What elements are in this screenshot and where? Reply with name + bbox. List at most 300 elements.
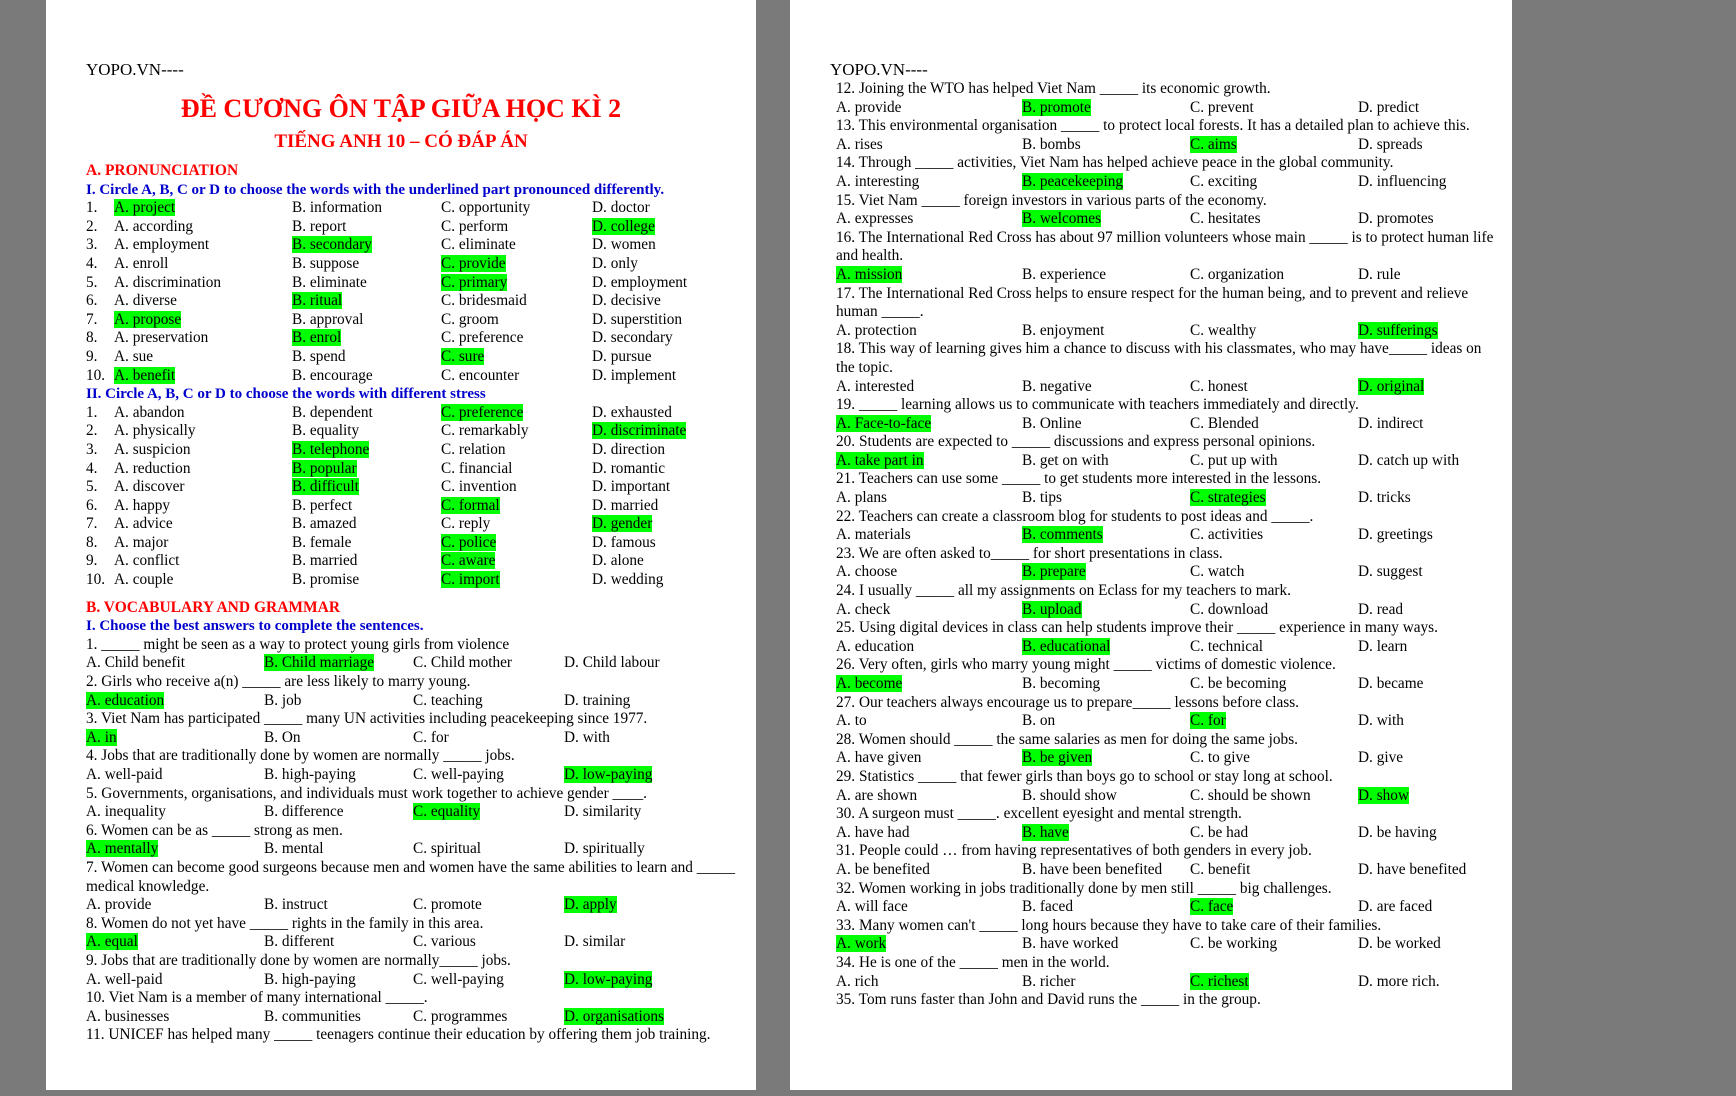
answer-option[interactable]: D. only (592, 254, 638, 272)
answer-option[interactable]: B. upload (1022, 600, 1082, 618)
question-options-row (86, 654, 742, 673)
question-stem: 7. Women can become good surgeons because men and women have the same abilities to learn and _____ medical knowledge. (86, 858, 735, 895)
answer-option[interactable]: D. romantic (592, 459, 666, 477)
part-b1-heading: I. Choose the best answers to complete the sentences. (86, 618, 424, 635)
answer-option[interactable]: D. important (592, 478, 671, 496)
answer-option[interactable]: B. prepare (1022, 563, 1086, 581)
answer-option[interactable]: A. education (836, 637, 915, 655)
answer-option[interactable]: D. original (1358, 377, 1425, 395)
answer-option[interactable]: C. programmes (413, 1007, 508, 1025)
answer-option[interactable]: B. eliminate (292, 273, 367, 291)
answer-option[interactable]: B. comments (1022, 526, 1103, 544)
answer-option[interactable]: A. inequality (86, 803, 166, 821)
answer-option[interactable]: A. Child benefit (86, 654, 185, 672)
question-stem: 12. Joining the WTO has helped Viet Nam _____ its economic growth. (836, 80, 1271, 97)
answer-option[interactable]: B. enjoyment (1022, 321, 1105, 339)
answer-option[interactable]: C. should be shown (1190, 786, 1311, 804)
answer-option[interactable]: C. be had (1190, 823, 1249, 841)
answer-option[interactable]: C. provide (441, 254, 506, 272)
answer-option[interactable]: B. faced (1022, 898, 1073, 916)
answer-option[interactable]: D. Child labour (564, 654, 660, 672)
answer-option[interactable]: A. expresses (836, 210, 914, 228)
answer-option[interactable]: C. spiritual (413, 840, 481, 858)
vocabulary-list (86, 636, 742, 1045)
question-options-row (836, 99, 1500, 118)
answer-option[interactable]: B. different (264, 933, 335, 951)
answer-option[interactable]: D. rule (1358, 265, 1401, 283)
question-options-row (836, 452, 1500, 471)
answer-option[interactable]: C. exciting (1190, 172, 1258, 190)
answer-option[interactable]: C. relation (441, 440, 506, 458)
answer-option[interactable]: A. according (114, 217, 194, 235)
answer-option[interactable]: D. with (1358, 712, 1404, 730)
answer-option[interactable]: D. suggest (1358, 563, 1423, 581)
answer-option[interactable]: C. be becoming (1190, 675, 1287, 692)
answer-option[interactable]: C. opportunity (441, 199, 531, 217)
answer-option[interactable]: C. sure (441, 347, 485, 365)
answer-option[interactable]: B. approval (292, 310, 364, 328)
answer-option[interactable]: C. import (441, 571, 500, 589)
answer-option[interactable]: B. Online (1022, 414, 1082, 432)
answer-option[interactable]: A. equal (86, 933, 138, 951)
answer-option[interactable]: D. have benefited (1358, 860, 1467, 878)
question-stem: 5. Governments, organisations, and individuals must work together to achieve gender ____. (86, 784, 647, 802)
answer-option[interactable]: C. honest (1190, 377, 1248, 395)
answer-option[interactable]: D. decisive (592, 292, 661, 310)
answer-option[interactable]: D. more rich. (1358, 972, 1440, 990)
answer-option[interactable]: C. eliminate (441, 236, 516, 254)
answer-option[interactable]: B. perfect (292, 496, 353, 514)
answer-option[interactable]: C. groom (441, 310, 499, 328)
answer-option[interactable]: A. abandon (114, 403, 185, 421)
answer-option[interactable]: A. education (86, 691, 165, 709)
answer-option[interactable]: B. secondary (292, 236, 372, 254)
question-options-row (86, 236, 742, 255)
answer-option[interactable]: B. promote (1022, 98, 1091, 116)
answer-option[interactable]: D. with (564, 728, 610, 746)
answer-option[interactable]: B. be given (1022, 749, 1093, 767)
question-stem: 30. A surgeon must _____. excellent eyesight and mental strength. (836, 805, 1242, 823)
question-number: 1. (86, 403, 98, 421)
answer-option[interactable]: A. propose (114, 310, 182, 328)
question-number: 9. (86, 347, 98, 365)
answer-option[interactable]: A. physically (114, 422, 196, 440)
answer-option[interactable]: B. welcomes (1022, 210, 1102, 228)
answer-option[interactable]: A. be benefited (836, 860, 930, 878)
answer-option[interactable]: C. for (413, 728, 449, 746)
answer-option[interactable]: D. low-paying (564, 970, 653, 988)
question-options-row (836, 136, 1500, 155)
answer-option[interactable]: C. bridesmaid (441, 292, 527, 310)
answer-option[interactable]: B. suppose (292, 254, 360, 272)
question-stem: 29. Statistics _____ that fewer girls than boys go to school or stay long at school. (836, 767, 1333, 785)
question-options-row (86, 478, 742, 497)
question-number: 6. (86, 292, 98, 310)
question-stem: 34. He is one of the _____ men in the world. (836, 953, 1110, 971)
answer-option[interactable]: B. high-paying (264, 766, 356, 783)
answer-option[interactable]: B. on (1022, 712, 1056, 730)
answer-option[interactable]: B. have (1022, 823, 1069, 841)
answer-option[interactable]: D. discriminate (592, 422, 687, 440)
answer-option[interactable]: D. famous (592, 533, 656, 551)
question-options-row (836, 712, 1500, 731)
answer-option[interactable]: D. greetings (1358, 526, 1433, 544)
answer-option[interactable]: A. rich (836, 972, 879, 990)
answer-option[interactable]: C. well-paying (413, 970, 504, 988)
answer-option[interactable]: C. formal (441, 496, 500, 514)
question-stem: 17. The International Red Cross helps to ensure respect for the human being, and to prevent and relieve human _____. (836, 284, 1469, 321)
answer-option[interactable]: B. becoming (1022, 675, 1101, 692)
question-options-row (86, 840, 742, 859)
answer-option[interactable]: C. preference (441, 329, 524, 347)
answer-option[interactable]: C. aims (1190, 135, 1237, 153)
answer-option[interactable]: A. preservation (114, 329, 209, 347)
answer-option[interactable]: B. educational (1022, 637, 1111, 655)
answer-option[interactable]: A. couple (114, 571, 174, 589)
answer-option[interactable]: A. work (836, 935, 887, 953)
question-options-row (836, 601, 1500, 620)
question-options-row (836, 935, 1500, 954)
answer-option[interactable]: D. wedding (592, 571, 664, 589)
answer-option[interactable]: D. tricks (1358, 489, 1411, 507)
answer-option[interactable]: D. apply (564, 896, 617, 914)
answer-option[interactable]: B. telephone (292, 440, 370, 458)
answer-option[interactable]: C. richest (1190, 972, 1249, 990)
answer-option[interactable]: B. should show (1022, 786, 1117, 804)
question-stem: 13. This environmental organisation _____ to protect local forests. It has a detailed plan to achieve this. (836, 117, 1470, 135)
answer-option[interactable]: D. alone (592, 552, 644, 570)
question-options-row (86, 729, 742, 748)
answer-option[interactable]: C. primary (441, 273, 508, 291)
answer-option[interactable]: D. low-paying (564, 766, 653, 783)
question-options-row (86, 422, 742, 441)
document-title: ĐỀ CƯƠNG ÔN TẬP GIỮA HỌC KÌ 2 (180, 94, 622, 123)
answer-option[interactable]: D. exhausted (592, 403, 672, 421)
answer-option[interactable]: B. peacekeeping (1022, 172, 1124, 190)
answer-option[interactable]: C. be working (1190, 935, 1278, 953)
question-number: 1. (86, 199, 98, 217)
answer-option[interactable]: C. to give (1190, 749, 1250, 767)
question-number: 9. (86, 552, 98, 570)
answer-option[interactable]: C. for (1190, 712, 1226, 730)
question-stem: 22. Teachers can create a classroom blog for students to post ideas and _____. (836, 507, 1314, 525)
answer-option[interactable]: C. watch (1190, 563, 1245, 581)
answer-option[interactable]: A. choose (836, 563, 898, 581)
question-stem: 19. _____ learning allows us to communicate with teachers immediately and directly. (836, 396, 1359, 414)
question-options-row (86, 218, 742, 237)
answer-option[interactable]: B. experience (1022, 265, 1107, 283)
question-options-row (836, 675, 1500, 694)
answer-option[interactable]: A. interesting (836, 172, 920, 190)
question-stem: 21. Teachers can use some _____ to get students more interested in the lessons. (836, 470, 1322, 488)
question-options-row (836, 749, 1500, 768)
answer-option[interactable]: A. become (836, 675, 903, 692)
answer-option[interactable]: A. employment (114, 236, 210, 254)
question-options-row (836, 973, 1500, 992)
answer-option[interactable]: A. in (86, 728, 117, 746)
answer-option[interactable]: A. materials (836, 526, 911, 544)
answer-option[interactable]: B. spend (292, 347, 346, 365)
answer-option[interactable]: C. Child mother (413, 654, 513, 672)
answer-option[interactable]: B. report (292, 217, 347, 235)
question-stem: 2. Girls who receive a(n) _____ are less likely to marry young. (86, 673, 471, 691)
question-options-row (86, 367, 742, 386)
question-stem: 15. Viet Nam _____ foreign investors in various parts of the economy. (836, 191, 1267, 209)
answer-option[interactable]: A. protection (836, 321, 917, 339)
answer-option[interactable]: D. similarity (564, 803, 642, 821)
answer-option[interactable]: B. dependent (292, 403, 373, 421)
answer-option[interactable]: D. college (592, 217, 655, 235)
answer-option[interactable]: D. secondary (592, 329, 673, 347)
answer-option[interactable]: D. implement (592, 366, 677, 384)
section-a-heading: A. PRONUNCIATION (86, 162, 239, 179)
answer-option[interactable]: B. promise (292, 571, 360, 589)
answer-option[interactable]: A. benefit (114, 366, 176, 384)
answer-option[interactable]: B. popular (292, 459, 357, 477)
answer-option[interactable]: C. various (413, 933, 476, 951)
answer-option[interactable]: D. similar (564, 933, 626, 951)
answer-option[interactable]: D. organisations (564, 1007, 664, 1025)
answer-option[interactable]: B. job (264, 691, 302, 709)
answer-option[interactable]: B. get on with (1022, 451, 1109, 469)
section-b-heading: B. VOCABULARY AND GRAMMAR (86, 598, 341, 616)
answer-option[interactable]: B. enrol (292, 329, 342, 347)
question-stem: 8. Women do not yet have _____ rights in the family in this area. (86, 914, 484, 932)
question-stem: 28. Women should _____ the same salaries as men for doing the same jobs. (836, 730, 1298, 748)
answer-option[interactable]: D. became (1358, 675, 1424, 692)
answer-option[interactable]: B. information (292, 199, 383, 217)
answer-option[interactable]: C. activities (1190, 526, 1264, 544)
question-options-row (86, 441, 742, 460)
answer-option[interactable]: B. have been benefited (1022, 860, 1163, 878)
answer-option[interactable]: B. amazed (292, 515, 357, 533)
question-stem: 24. I usually _____ all my assignments on Eclass for my teachers to mark. (836, 582, 1291, 600)
answer-option[interactable]: A. discover (114, 478, 185, 496)
answer-option[interactable]: A. project (114, 199, 176, 217)
answer-option[interactable]: D. promotes (1358, 210, 1434, 228)
answer-option[interactable]: C. hesitates (1190, 210, 1261, 228)
question-stem: 14. Through _____ activities, Viet Nam has helped achieve peace in the global community. (836, 154, 1394, 172)
question-options-row (86, 896, 742, 915)
answer-option[interactable]: A. well-paid (86, 766, 163, 783)
answer-option[interactable]: A. take part in (836, 451, 924, 469)
answer-option[interactable]: B. married (292, 552, 358, 570)
question-number: 5. (86, 273, 98, 291)
answer-option[interactable]: D. spiritually (564, 840, 645, 858)
answer-option[interactable]: D. are faced (1358, 898, 1433, 916)
answer-option[interactable]: C. Blended (1190, 414, 1259, 432)
answer-option[interactable]: D. be worked (1358, 935, 1441, 953)
answer-option[interactable]: C. financial (441, 459, 513, 477)
right-body (790, 80, 1512, 1010)
answer-option[interactable]: B. encourage (292, 366, 373, 384)
answer-option[interactable]: C. promote (413, 896, 482, 914)
question-number: 3. (86, 236, 98, 254)
answer-option[interactable]: C. strategies (1190, 489, 1266, 507)
answer-option[interactable]: B. difference (264, 803, 344, 821)
answer-option[interactable]: B. female (292, 533, 352, 551)
answer-option[interactable]: A. well-paid (86, 970, 163, 988)
answer-option[interactable]: A. reduction (114, 459, 191, 477)
answer-option[interactable]: A. have given (836, 749, 922, 767)
answer-option[interactable]: D. catch up with (1358, 451, 1460, 469)
answer-option[interactable]: C. reply (441, 515, 491, 533)
answer-option[interactable]: B. negative (1022, 377, 1092, 395)
answer-option[interactable]: D. women (592, 236, 656, 254)
answer-option[interactable]: A. discrimination (114, 273, 222, 291)
answer-option[interactable]: B. have worked (1022, 935, 1119, 953)
answer-option[interactable]: B. difficult (292, 478, 359, 496)
answer-option[interactable]: D. learn (1358, 637, 1408, 655)
question-number: 5. (86, 478, 98, 496)
answer-option[interactable]: C. teaching (413, 691, 483, 709)
answer-option[interactable]: B. high-paying (264, 970, 356, 988)
answer-option[interactable]: D. read (1358, 600, 1404, 618)
answer-option[interactable]: A. to (836, 712, 867, 730)
answer-option[interactable]: D. gender (592, 515, 653, 533)
question-number: 8. (86, 533, 98, 551)
question-number: 2. (86, 217, 98, 235)
question-options-row (86, 534, 742, 553)
answer-option[interactable]: A. mission (836, 265, 903, 283)
answer-option[interactable]: B. communities (264, 1007, 361, 1025)
answer-option[interactable]: C. remarkably (441, 422, 529, 440)
document-subtitle: TIẾNG ANH 10 – CÓ ĐÁP ÁN (274, 131, 528, 152)
answer-option[interactable]: D. doctor (592, 199, 650, 217)
answer-option[interactable]: C. equality (413, 803, 481, 821)
question-options-row (86, 971, 742, 990)
answer-option[interactable]: C. benefit (1190, 860, 1251, 878)
answer-option[interactable]: A. happy (114, 496, 171, 514)
question-stem: 18. This way of learning gives him a chance to discuss with his classmates, who may have_____ ideas on the topic. (836, 340, 1482, 376)
answer-option[interactable]: A. interested (836, 377, 915, 395)
answer-option[interactable]: C. perform (441, 217, 509, 235)
answer-option[interactable]: A. enroll (114, 254, 169, 272)
answer-option[interactable]: B. ritual (292, 292, 343, 310)
question-options-row (836, 638, 1500, 657)
question-options-row (86, 571, 742, 590)
answer-option[interactable]: A. major (114, 533, 169, 551)
answer-option[interactable]: D. pursue (592, 347, 652, 365)
answer-option[interactable]: D. spreads (1358, 135, 1423, 153)
question-stem: 25. Using digital devices in class can help students improve their _____ experience in many ways. (836, 619, 1438, 637)
question-number: 10. (86, 366, 106, 384)
answer-option[interactable]: B. Child marriage (264, 654, 375, 672)
answer-option[interactable]: D. show (1358, 786, 1409, 804)
answer-option[interactable]: A. diverse (114, 292, 177, 310)
answer-option[interactable]: D. married (592, 496, 659, 514)
answer-option[interactable]: C. invention (441, 478, 517, 496)
question-options-row (836, 861, 1500, 880)
answer-option[interactable]: B. bombs (1022, 135, 1081, 153)
answer-option[interactable]: C. download (1190, 600, 1269, 618)
question-options-row (86, 766, 742, 785)
answer-option[interactable]: B. On (264, 728, 301, 746)
answer-option[interactable]: A. businesses (86, 1007, 170, 1025)
question-number: 4. (86, 459, 98, 477)
answer-option[interactable]: D. predict (1358, 98, 1420, 116)
question-options-row (86, 199, 742, 218)
answer-option[interactable]: D. direction (592, 440, 666, 458)
answer-option[interactable]: C. wealthy (1190, 321, 1257, 339)
question-options-row (836, 787, 1500, 806)
answer-option[interactable]: A. plans (836, 489, 887, 507)
answer-option[interactable]: A. are shown (836, 786, 918, 804)
answer-option[interactable]: C. preference (441, 403, 524, 421)
answer-option[interactable]: B. equality (292, 422, 360, 440)
question-options-row (86, 255, 742, 274)
answer-option[interactable]: D. indirect (1358, 414, 1424, 432)
answer-option[interactable]: C. put up with (1190, 451, 1278, 469)
question-stem: 26. Very often, girls who marry young might _____ victims of domestic violence. (836, 656, 1336, 674)
answer-option[interactable]: A. mentally (86, 840, 159, 858)
question-number: 3. (86, 440, 98, 458)
question-number: 8. (86, 329, 98, 347)
answer-option[interactable]: B. instruct (264, 896, 328, 914)
question-number: 6. (86, 496, 98, 514)
answer-option[interactable]: A. check (836, 600, 891, 618)
question-stem: 31. People could … from having representatives of both genders in every job. (836, 842, 1312, 860)
answer-option[interactable]: A. Face-to-face (836, 414, 932, 432)
answer-option[interactable]: A. provide (836, 98, 902, 116)
answer-option[interactable]: A. conflict (114, 552, 180, 570)
question-options-row (86, 933, 742, 952)
answer-option[interactable]: C. well-paying (413, 766, 504, 783)
question-options-row (86, 515, 742, 534)
question-options-row (836, 563, 1500, 582)
answer-option[interactable]: D. be having (1358, 823, 1437, 841)
answer-option[interactable]: A. sue (114, 347, 154, 365)
answer-option[interactable]: D. influencing (1358, 172, 1447, 190)
answer-option[interactable]: B. mental (264, 840, 324, 858)
question-options-row (836, 378, 1500, 397)
answer-option[interactable]: D. sufferings (1358, 321, 1438, 339)
pronunciation-list (86, 199, 742, 385)
answer-option[interactable]: C. technical (1190, 637, 1264, 655)
answer-option[interactable]: A. rises (836, 135, 883, 153)
question-stem: 35. Tom runs faster than John and David runs the _____ in the group. (836, 991, 1261, 1009)
question-options-row (836, 173, 1500, 192)
answer-option[interactable]: D. employment (592, 273, 688, 291)
answer-option[interactable]: C. aware (441, 552, 496, 570)
question-options-row (86, 404, 742, 423)
question-options-row (836, 489, 1500, 508)
question-options-row (836, 210, 1500, 229)
answer-option[interactable]: A. provide (86, 896, 152, 914)
answer-option[interactable]: A. have had (836, 823, 910, 841)
question-options-row (86, 692, 742, 711)
question-number: 7. (86, 515, 98, 533)
answer-option[interactable]: D. superstition (592, 310, 683, 328)
answer-option[interactable]: D. give (1358, 749, 1404, 767)
answer-option[interactable]: C. encounter (441, 366, 520, 384)
question-stem: 20. Students are expected to _____ discussions and express personal opinions. (836, 433, 1316, 451)
watermark-right: YOPO.VN---- (830, 60, 928, 79)
answer-option[interactable]: C. organization (1190, 265, 1285, 283)
answer-option[interactable]: C. face (1190, 898, 1234, 916)
answer-option[interactable]: C. police (441, 533, 497, 551)
answer-option[interactable]: A. suspicion (114, 440, 191, 458)
question-options-row (836, 415, 1500, 434)
answer-option[interactable]: B. tips (1022, 489, 1062, 507)
question-options-row (86, 803, 742, 822)
question-stem: 27. Our teachers always encourage us to prepare_____ lessons before class. (836, 693, 1299, 711)
answer-option[interactable]: B. richer (1022, 972, 1076, 990)
answer-option[interactable]: A. will face (836, 898, 908, 916)
answer-option[interactable]: C. prevent (1190, 98, 1254, 116)
answer-option[interactable]: A. advice (114, 515, 173, 533)
answer-option[interactable]: D. training (564, 691, 631, 709)
